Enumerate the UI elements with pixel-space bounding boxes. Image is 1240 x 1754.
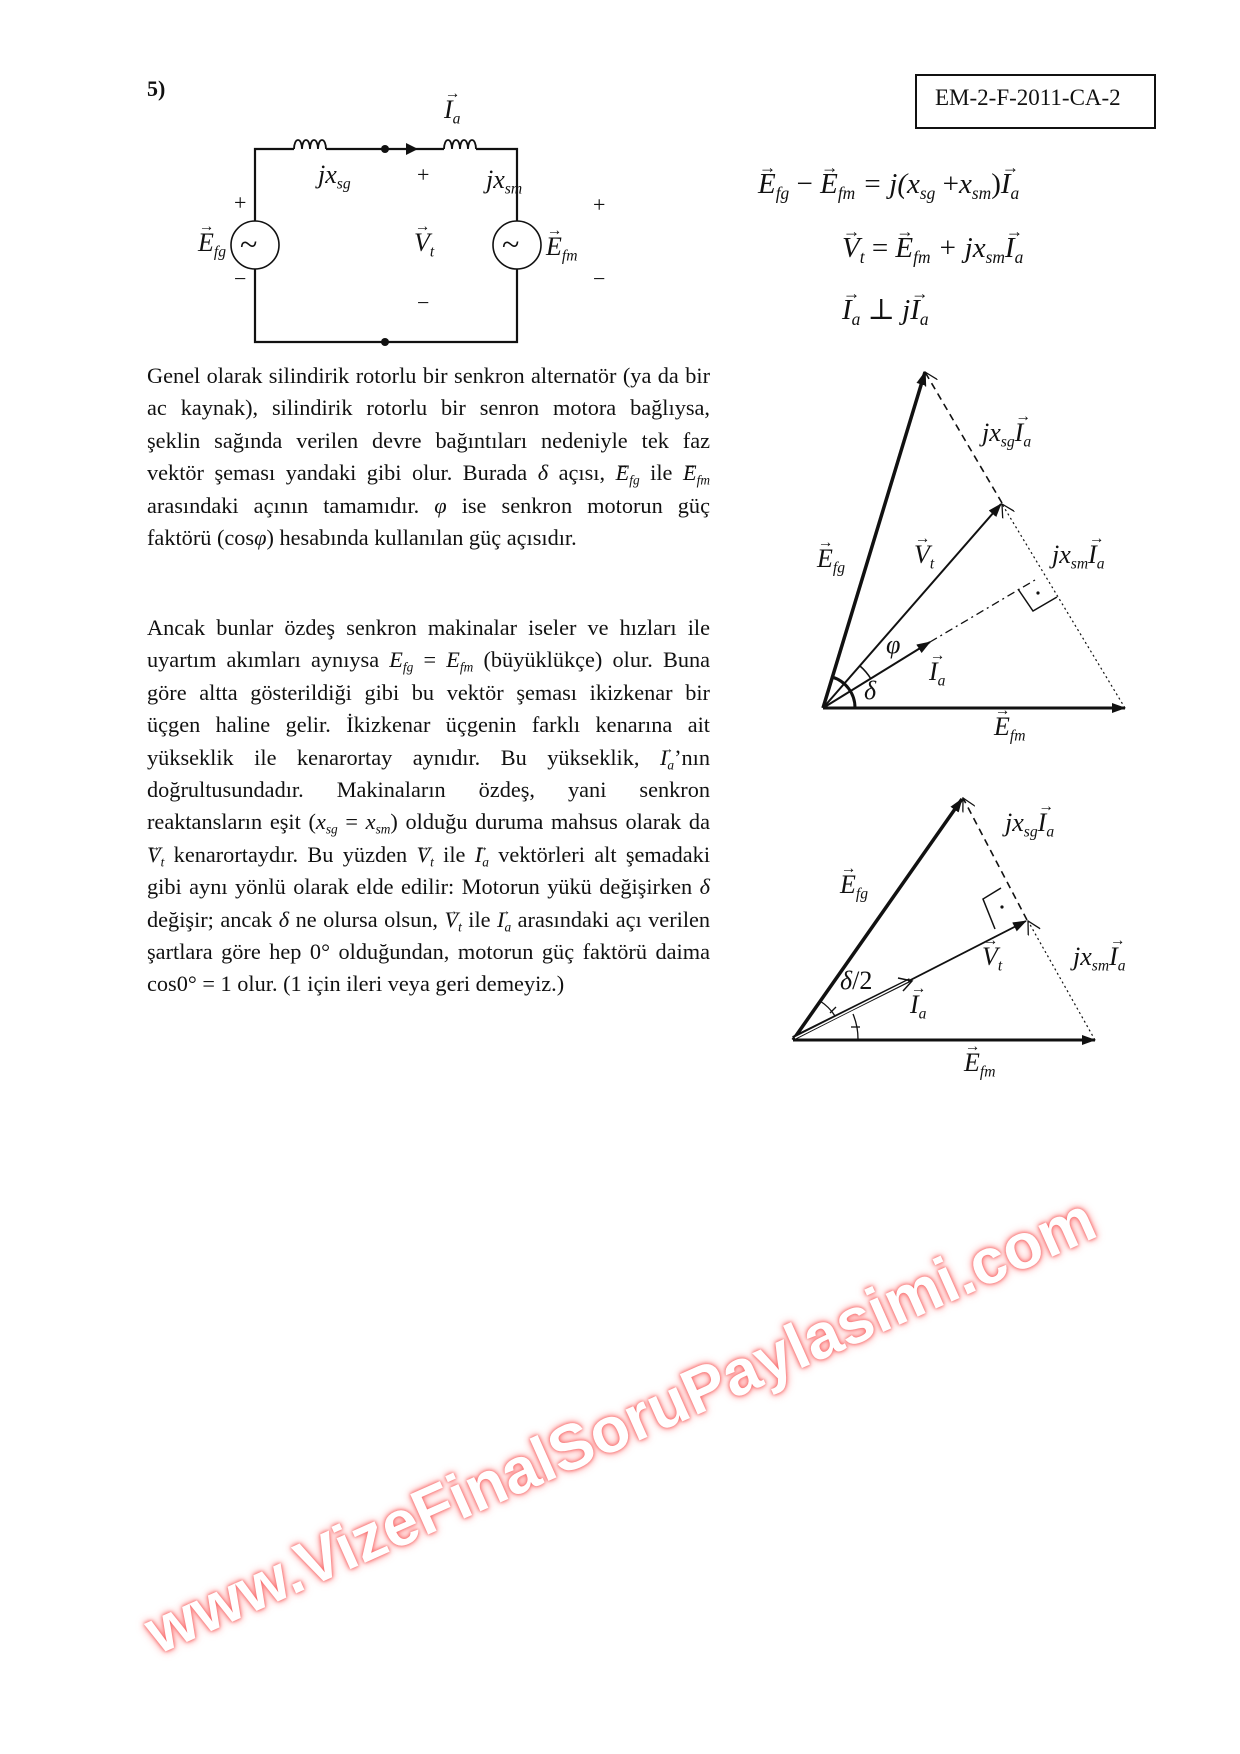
label-efg	[817, 544, 846, 577]
symbol: → I	[660, 742, 667, 774]
subscript: a	[1117, 957, 1126, 975]
text: ’nın doğrultusundadır. Makinaların özdeş, yani senkron reaktansların eşit (	[147, 744, 711, 835]
symbol: → V	[914, 540, 930, 570]
subscript: sg	[919, 183, 936, 204]
subscript: a	[1046, 823, 1055, 841]
subscript: t	[859, 247, 865, 268]
label-efm	[994, 712, 1026, 745]
label-efg	[840, 870, 869, 903]
subscript: fg	[402, 660, 414, 676]
equation-2	[842, 232, 1024, 268]
symbol: → E	[758, 168, 776, 201]
symbol: δ	[278, 906, 290, 932]
symbol: j	[1052, 540, 1060, 569]
math-ia	[659, 744, 675, 773]
text: ise senkron motorun güç faktörü (	[147, 492, 710, 551]
label-ia	[444, 95, 461, 128]
vector-jxsm-ia	[1028, 921, 1095, 1040]
symbol: → I	[1088, 540, 1097, 570]
subscript: fm	[837, 183, 856, 204]
ac-source-icon: ~	[502, 226, 520, 262]
label-ia	[910, 990, 927, 1023]
symbol: E	[446, 647, 460, 673]
subscript: sg	[325, 822, 338, 838]
symbol: x	[493, 165, 505, 194]
symbol: φ	[434, 492, 447, 518]
symbol: → I	[1015, 418, 1024, 448]
subscript: fm	[1009, 727, 1026, 745]
text: vektörleri alt şemadaki gibi aynı yönlü olarak elde edilir: Motorun yükü değişirken	[147, 841, 711, 900]
subscript: sm	[1091, 957, 1110, 975]
label-jxsm	[486, 165, 523, 198]
symbol: /2	[852, 966, 873, 995]
subscript: sm	[1070, 555, 1089, 573]
operator: =	[345, 809, 358, 835]
subscript: a	[1010, 183, 1020, 204]
math-efg-eq-efm	[389, 647, 474, 676]
efg-plus: +	[234, 190, 247, 215]
symbol: E	[389, 647, 403, 673]
symbol: → I	[929, 657, 938, 687]
symbol: x	[1012, 808, 1024, 837]
math-ia	[497, 906, 512, 935]
symbol: → I	[1005, 232, 1015, 265]
label-efm	[964, 1048, 996, 1081]
symbol: → E	[994, 712, 1010, 742]
node-top	[381, 145, 389, 153]
paragraph-general-case	[147, 360, 710, 554]
subscript: fg	[855, 885, 869, 903]
operator: = j(	[862, 168, 908, 200]
symbol: x	[325, 160, 337, 189]
text: Ancak bunlar özdeş senkron makinalar iseler ve hızları ile uyartım akımları aynıysa	[147, 615, 710, 673]
math-vt	[444, 906, 462, 935]
label-jxsg-ia	[982, 418, 1032, 451]
symbol: δ	[840, 966, 853, 995]
subscript: a	[937, 672, 946, 690]
subscript: fg	[629, 472, 640, 488]
operator: =	[423, 647, 437, 673]
text: (büyüklükçe) olur. Buna göre altta gösterildiği gibi bu vektör şeması ikizkenar bir üçgen haline gelir. İkizkenar üçgenin farklı kenarına ait yükseklik ile kenarortay aynıdır. Bu yükseklik,	[147, 647, 711, 770]
label-efg	[198, 228, 227, 261]
subscript: sm	[375, 822, 391, 838]
symbol: → E	[546, 232, 562, 262]
symbol: → V	[842, 232, 860, 265]
symbol: x	[958, 168, 972, 200]
efm-minus: −	[593, 266, 606, 291]
operator: + j	[937, 232, 973, 264]
symbol: → I	[1109, 942, 1118, 972]
label-ia	[929, 657, 946, 690]
half-delta-arc-1	[820, 1001, 835, 1016]
symbol: x	[1059, 540, 1071, 569]
operator: )	[991, 168, 1001, 200]
symbol: → E	[840, 870, 856, 900]
subscript: fm	[561, 247, 578, 265]
symbol: → I	[910, 990, 919, 1020]
subscript: t	[429, 243, 435, 261]
subscript: fm	[979, 1063, 996, 1081]
subscript: a	[452, 110, 461, 128]
label-jxsm-ia	[1052, 540, 1105, 573]
symbol: 0°	[176, 971, 197, 997]
symbol: → I	[497, 904, 504, 936]
symbol: δ	[537, 460, 549, 486]
subscript: a	[482, 854, 489, 870]
math-xsg-eq-xsm	[315, 809, 391, 838]
math-efm	[683, 460, 710, 488]
symbol: → I	[475, 839, 482, 871]
text: Genel olarak silindirik rotorlu bir senkron alternatör (ya da bir ac kaynak), silindirik rotorlu bir senron motora bağlıysa, şeklin sağında verilen devre bağıntıları nedeniyle tek faz vektör şeması yandaki gibi olur. Burada	[147, 363, 710, 486]
subscript: fg	[832, 559, 846, 577]
equation-1	[758, 168, 1020, 204]
symbol: j	[1005, 808, 1013, 837]
symbol: j	[982, 418, 990, 447]
ia-extension	[930, 580, 1035, 642]
symbol: → E	[820, 168, 838, 201]
vector-efg	[793, 799, 962, 1040]
text: değişir; ancak	[147, 906, 273, 932]
symbol: j	[486, 165, 494, 194]
symbol: cos	[147, 971, 177, 997]
subscript: fm	[459, 660, 474, 676]
text: ) olduğu duruma mahsus olarak da	[390, 809, 710, 835]
symbol: → E	[895, 232, 913, 265]
label-phi: φ	[886, 630, 901, 659]
label-jxsm-ia	[1073, 942, 1126, 975]
subscript: t	[458, 919, 462, 935]
subscript: a	[1023, 433, 1032, 451]
text: açısı,	[558, 460, 606, 486]
vector-efg	[823, 372, 925, 708]
subscript: a	[919, 309, 929, 330]
subscript: sm	[985, 247, 1005, 268]
symbol: j	[1073, 942, 1081, 971]
node-bottom	[381, 338, 389, 346]
math-vt	[416, 841, 434, 870]
text: ile	[650, 460, 673, 486]
symbol: → V	[416, 839, 430, 871]
symbol: → E	[964, 1048, 980, 1078]
document-code-box: EM-2-F-2011-CA-2	[915, 74, 1156, 129]
vt-minus: −	[417, 290, 430, 315]
symbol: j	[318, 160, 326, 189]
symbol: 0°	[309, 939, 330, 965]
right-angle-mark	[983, 888, 1001, 929]
subscript: t	[160, 854, 165, 870]
math-efg	[615, 460, 640, 488]
label-vt	[982, 942, 1003, 975]
symbol: φ	[254, 525, 267, 551]
subscript: a	[667, 757, 675, 773]
text: olur. (1 için ileri veya geri demeyiz.)	[237, 971, 565, 997]
operator: =	[871, 232, 889, 264]
label-jxsg-ia	[1005, 808, 1055, 841]
text: = 1	[202, 971, 232, 997]
symbol: → E	[683, 457, 697, 489]
label-vt	[914, 540, 935, 573]
label-half-delta	[840, 966, 872, 996]
operator: +	[942, 168, 959, 200]
watermark: www.VizeFinalSoruPaylasimi.com	[134, 1182, 1106, 1668]
symbol: → V	[414, 228, 430, 258]
subscript: sg	[1023, 823, 1038, 841]
circuit-wire	[255, 149, 520, 342]
symbol: cos	[224, 525, 255, 551]
symbol: → V	[147, 839, 161, 871]
symbol: x	[1080, 942, 1092, 971]
subscript: t	[430, 854, 434, 870]
current-arrow	[406, 143, 418, 155]
subscript: sg	[336, 175, 351, 193]
operator: ⊥ j	[867, 294, 911, 326]
text: kenarortaydır. Bu yüzden	[173, 841, 408, 867]
text: ile	[468, 906, 491, 932]
ac-source-icon: ~	[240, 226, 258, 262]
symbol: → I	[444, 95, 453, 125]
symbol: → E	[198, 228, 214, 258]
math-vt	[147, 841, 165, 870]
subscript: sm	[971, 183, 992, 204]
symbol: → I	[1038, 808, 1047, 838]
subscript: a	[1096, 555, 1105, 573]
symbol: → I	[1001, 168, 1011, 201]
symbol: → E	[817, 544, 833, 574]
label-jxsg	[318, 160, 351, 193]
subscript: a	[1014, 247, 1024, 268]
symbol: → V	[982, 942, 998, 972]
vector-jxsm-ia	[1002, 504, 1125, 708]
subscript: a	[851, 309, 861, 330]
subscript: fm	[696, 472, 710, 488]
text: arasındaki açının tamamıdır.	[147, 492, 420, 518]
problem-number: 5)	[147, 76, 166, 101]
symbol: x	[989, 418, 1001, 447]
label-efm	[546, 232, 578, 265]
text: arasındaki açı verilen şartlara göre hep	[147, 906, 711, 965]
text: ile	[443, 841, 466, 867]
subscript: sm	[504, 180, 523, 198]
inductor-xsg	[294, 140, 326, 149]
symbol: x	[315, 809, 326, 835]
inductor-xsm	[444, 140, 476, 149]
subscript: a	[918, 1005, 927, 1023]
symbol: x	[365, 809, 376, 835]
symbol: x	[907, 168, 920, 200]
text: olduğundan, motorun güç faktörü daima	[338, 939, 710, 965]
label-vt	[414, 228, 435, 261]
text: ne olursa olsun,	[295, 906, 438, 932]
symbol: → I	[842, 294, 852, 327]
subscript: t	[997, 957, 1003, 975]
subscript: fg	[775, 183, 790, 204]
vector-vt	[823, 504, 1001, 708]
equation-3	[842, 292, 929, 330]
math-ia	[474, 841, 489, 870]
efg-minus: −	[234, 266, 247, 291]
subscript: fg	[213, 243, 227, 261]
symbol: x	[972, 232, 986, 264]
vt-plus: +	[417, 162, 430, 187]
symbol: → E	[616, 457, 630, 489]
efm-plus: +	[593, 192, 606, 217]
symbol: δ	[699, 874, 710, 900]
subscript: fm	[913, 247, 931, 268]
operator: −	[796, 168, 813, 200]
subscript: a	[504, 919, 512, 935]
subscript: sg	[1000, 433, 1015, 451]
label-delta: δ	[864, 676, 877, 705]
symbol: → V	[444, 904, 458, 936]
text: ) hesabında kullanılan güç açısıdır.	[266, 525, 577, 551]
symbol: → I	[910, 294, 920, 327]
paragraph-identical-machines	[147, 612, 710, 1001]
subscript: t	[929, 555, 935, 573]
